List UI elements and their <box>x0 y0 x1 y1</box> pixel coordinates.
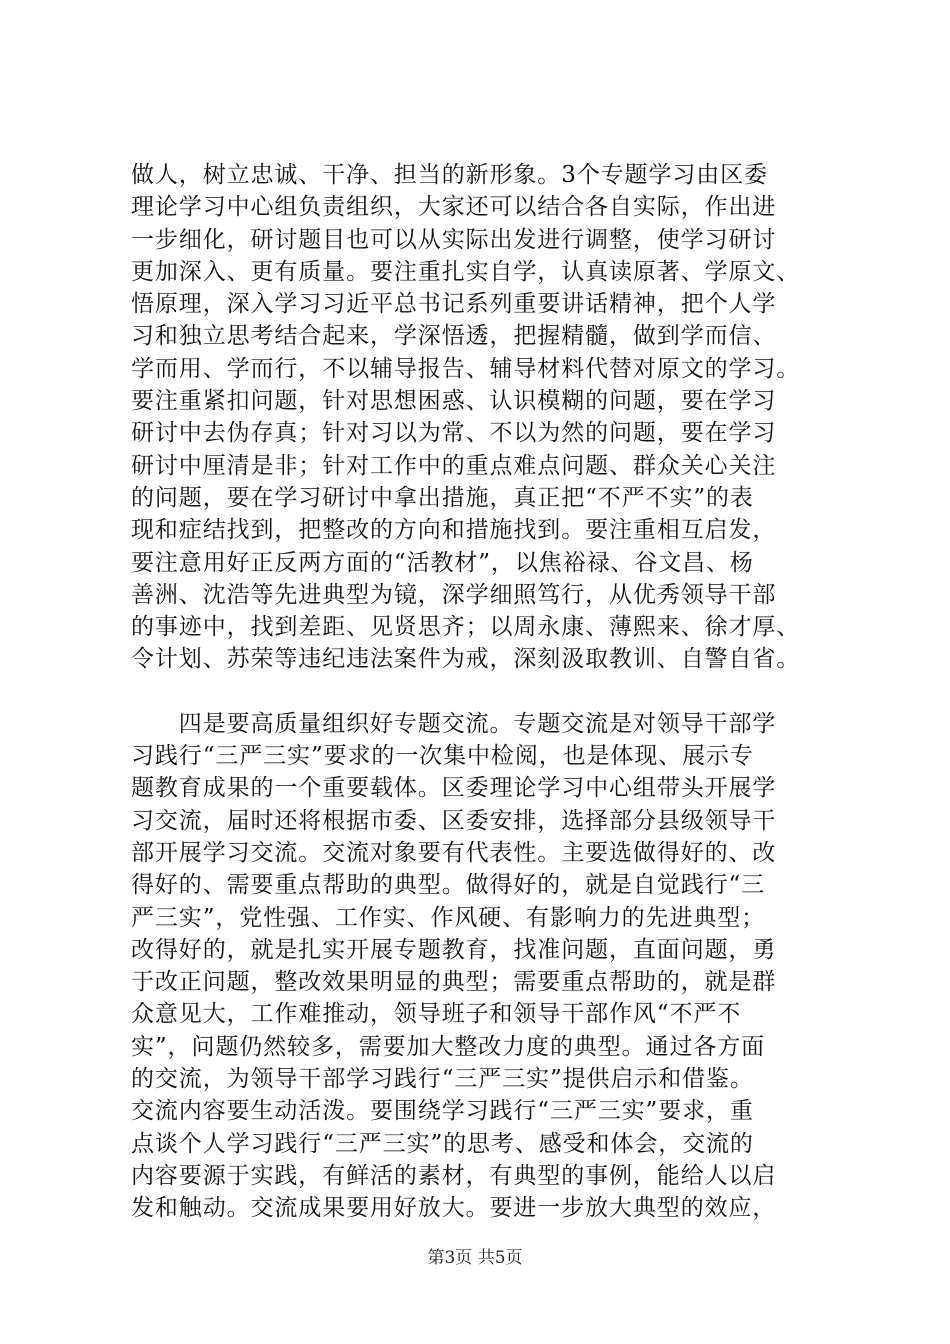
text-line: 现和症结找到，把整改的方向和措施找到。要注重相互启发， <box>131 517 777 544</box>
text-line: 四是要高质量组织好专题交流。专题交流是对领导干部学 <box>131 710 777 737</box>
text-line: 更加深入、更有质量。要注重扎实自学，认真读原著、学原文、 <box>131 258 801 285</box>
text-line: 的交流，为领导干部学习践行“三严三实”提供启示和借鉴。 <box>131 1066 754 1093</box>
text-line: 要注意用好正反两方面的“活教材”，以焦裕禄、谷文昌、杨 <box>131 549 754 576</box>
text-line: 交流内容要生动活泼。要围绕学习践行“三严三实”要求，重 <box>131 1098 754 1125</box>
text-line: 习践行“三严三实”要求的一次集中检阅，也是体现、展示专 <box>131 743 754 770</box>
text-line: 的事迹中，找到差距、见贤思齐；以周永康、薄熙来、徐才厚、 <box>131 614 801 641</box>
text-line: 研讨中厘清是非；针对工作中的重点难点问题、群众关心关注 <box>131 452 777 479</box>
text-line: 严三实”，党性强、工作实、作风硬、有影响力的先进典型； <box>131 904 766 931</box>
document-body <box>131 159 851 1225</box>
text-line: 得好的、需要重点帮助的典型。做得好的，就是自觉践行“三 <box>131 872 766 899</box>
text-line: 改得好的，就是扎实开展专题教育，找准问题，直面问题，勇 <box>131 936 777 963</box>
paragraph-2 <box>131 708 851 1225</box>
text-line: 的问题，要在学习研讨中拿出措施，真正把“不严不实”的表 <box>131 484 754 511</box>
text-line: 部开展学习交流。交流对象要有代表性。主要选做得好的、改 <box>131 839 777 866</box>
text-line: 要注重紧扣问题，针对思想困惑、认识模糊的问题，要在学习 <box>131 388 777 415</box>
text-line: 悟原理，深入学习习近平总书记系列重要讲话精神，把个人学 <box>131 291 777 318</box>
text-line: 研讨中去伪存真；针对习以为常、不以为然的问题，要在学习 <box>131 420 777 447</box>
text-line: 学而用、学而行，不以辅导报告、辅导材料代替对原文的学习。 <box>131 355 801 382</box>
text-line: 于改正问题，整改效果明显的典型；需要重点帮助的，就是群 <box>131 969 777 996</box>
paragraph-gap <box>131 676 851 708</box>
text-line: 点谈个人学习践行“三严三实”的思考、感受和体会，交流的 <box>131 1130 754 1157</box>
text-line: 发和触动。交流成果要用好放大。要进一步放大典型的效应， <box>131 1195 777 1222</box>
text-line: 题教育成果的一个重要载体。区委理论学习中心组带头开展学 <box>131 775 777 802</box>
text-line: 理论学习中心组负责组织，大家还可以结合各自实际，作出进 <box>131 194 777 221</box>
text-line: 令计划、苏荣等违纪违法案件为戒，深刻汲取教训、自警自省。 <box>131 646 801 673</box>
text-line: 善洲、沈浩等先进典型为镜，深学细照笃行，从优秀领导干部 <box>131 581 777 608</box>
text-line: 内容要源于实践，有鲜活的素材，有典型的事例，能给人以启 <box>131 1162 777 1189</box>
text-line: 做人，树立忠诚、干净、担当的新形象。3个专题学习由区委 <box>131 162 768 188</box>
text-line: 习交流，届时还将根据市委、区委安排，选择部分县级领导干 <box>131 807 777 834</box>
text-line: 习和独立思考结合起来，学深悟透，把握精髓，做到学而信、 <box>131 323 777 350</box>
text-line: 众意见大，工作难推动，领导班子和领导干部作风“不严不 <box>131 1001 742 1028</box>
text-line: 实”，问题仍然较多，需要加大整改力度的典型。通过各方面 <box>131 1033 766 1060</box>
paragraph-1 <box>131 159 851 676</box>
text-line: 一步细化，研讨题目也可以从实际出发进行调整，使学习研讨 <box>131 226 777 253</box>
page-number-footer: 第3页 共5页 <box>427 1248 523 1268</box>
